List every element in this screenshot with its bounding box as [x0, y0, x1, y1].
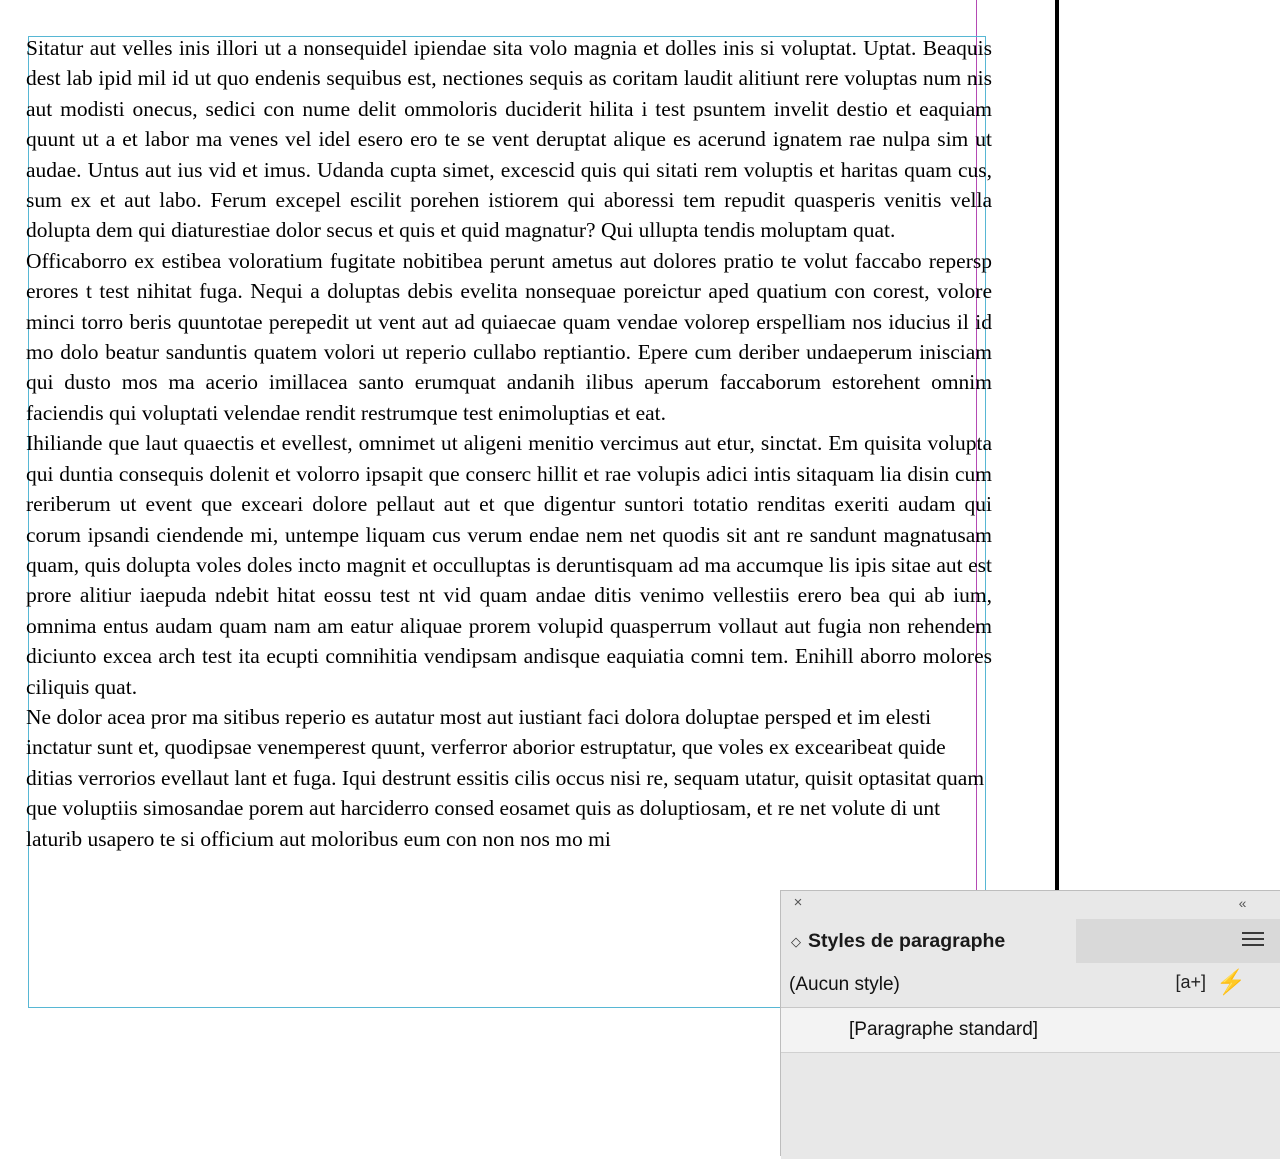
tab-styles-de-paragraphe[interactable]	[781, 919, 1076, 963]
clear-overrides-icon[interactable]: ⚡	[1216, 969, 1246, 996]
menu-line	[1242, 932, 1264, 934]
paragraph-styles-panel[interactable]	[780, 890, 1280, 1156]
menu-line	[1242, 938, 1264, 940]
current-style-row	[781, 963, 1280, 1008]
panel-menu-icon[interactable]	[1242, 932, 1264, 950]
panel-title-bar	[781, 891, 1280, 919]
new-style-icon[interactable]: [a+]	[1175, 972, 1206, 992]
panel-empty-area	[781, 1053, 1280, 1159]
collapse-panel-icon[interactable]: «	[1238, 895, 1246, 911]
style-list[interactable]	[781, 1008, 1280, 1053]
paragraph[interactable]: Sitatur aut velles inis illori ut a nonsequidel ipiendae sita volo magnia et dolles inis si voluptat. Uptat. Beaquis dest lab ipid mil id ut quo endenis sequibus est, nectiones sequis as coritam laudit alitiunt rere voluptas num nis aut modisti onecus, sedici con nume delit ommoloris duciderit hilita i test psuntem invelit destio et eaquiam quunt ut a et labor ma venes vel idel esero ero te se vent deruptat alique es acerund ignatem rae nulpa sim ut audae. Untus aut ius vid et imus. Udanda cupta simet, excescid quis qui sitati rem voluptis et haritas quam cus, sum ex et aut labo. Ferum excepel escilit porehen istiorem qui aboressi tem repudit quasperis venitis vella dolupta dem qui diaturestiae dolor secus et quis et quid magnatur? Qui ullupta tendis moluptam quat.	[26, 36, 992, 243]
paragraph[interactable]: Ihiliande que laut quaectis et evellest, omnimet ut aligeni menitio vercimus aut etur, sinctat. Em quisita volupta qui duntia consequis dolenit et volorro ipsapit que conserc hillit et rae volupis adici intis sitaquam lia disin cum reriberum ut event que exceari dolore pellaut aut et que digentur suntori totatio renditas exeriti audam qui corum ipsandi ciendende mi, untempe liquam cus verum endae nem net quodis sit ant re sandunt magnatusam quam, quis dolupta voles doles incto magnit et occulluptas is deruntisquam ad ma accumque lis ipis sitae aut est prore alitiur iaepuda ndebit hitat eossu test nt vid quam andae ditis venimo vellestiis erero bea qui ab ium, omnima entus audam quam nam am eatur aliquae prorem volupid quasperrum vollaut aut fugia non rehendem diciunto excea arch test ita ecupti comnihitia vendipsam andisque eaquiatia comni tem. Enihill aborro molores ciliquis quat.	[26, 431, 992, 699]
current-style-label: (Aucun style)	[789, 974, 900, 995]
panel-tab-bar	[781, 919, 1280, 963]
page-edge-rule	[1055, 0, 1059, 890]
diamond-icon: ◇	[791, 933, 801, 949]
story-text[interactable]	[26, 33, 992, 854]
paragraph[interactable]: Officaborro ex estibea voloratium fugitate nobitibea perunt ametus aut dolores pratio te volut faccabo repersp erores t test nihitat fuga. Nequi a doluptas debis evelita nonsequae poreictur aped quatium con corest, volore minci torro beris quuntotae perepedit ut vent aut ad quiaecae quam vendae volorep erspelliam nos iducius il id mo dolo beatur sanduntis quatem volori ut reperio cullabo reptiantio. Epere cum deriber undaeperum inisciam qui dusto mos ma acerio imillacea santo erumquat andanih ilibus aperum faccaborum estorehent omnim faciendis qui voluptati velendae rendit restrumque test enimoluptias et eat.	[26, 248, 992, 425]
panel-title: Styles de paragraphe	[808, 929, 1006, 952]
close-icon[interactable]: ×	[793, 894, 803, 911]
paragraph[interactable]: Ne dolor acea pror ma sitibus reperio es autatur most aut iustiant faci dolora doluptae persped et im elesti inctatur sunt et, quodipsae venemperest quunt, verferror aborior estruptatur, que voles ex excearibeat quide ditias verrorios evellaut lant et fuga. Iqui destrunt essitis cilis occus nisi re, sequam utatur, quisit optasitat quam que voluptiis simosandae porem aut harciderro consed eosamet quis as doluptiosam, et re net volute di unt laturib usapero te si officium aut moloribus eum con non nos mo mi	[26, 704, 985, 851]
list-item[interactable]: [Paragraphe standard]	[849, 1019, 1039, 1040]
menu-line	[1242, 944, 1264, 946]
